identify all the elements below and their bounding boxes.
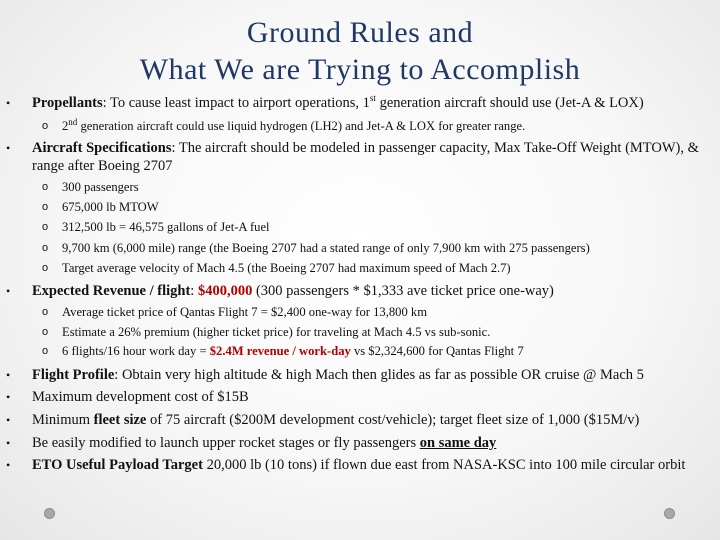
bullet-icon: •	[6, 436, 11, 450]
spec-item: o 300 passengers	[42, 180, 139, 194]
decorative-circle-left	[44, 508, 55, 519]
spec-item: o 9,700 km (6,000 mile) range (the Boeing 2707 had a stated range of only 7,900 km with 275 passengers)	[42, 241, 590, 255]
revenue-item: o Average ticket price of Qantas Flight 7 = $2,400 one-way for 13,800 km	[42, 305, 427, 319]
title-line-1: Ground Rules and	[246, 16, 474, 49]
bullet-flight-profile: • Flight Profile: Obtain very high altitude & high Mach then glides as far as possible OR cruise @ Mach 5	[6, 367, 644, 383]
flight-profile-label: Flight Profile	[32, 367, 115, 383]
sub-bullet-icon: o	[42, 201, 49, 213]
sub-bullet-icon: o	[42, 181, 49, 193]
sub-bullet-icon: o	[42, 306, 49, 318]
bullet-propellants: • Propellants: To cause least impact to airport operations, 1st generation aircraft should use (Jet-A & LOX)	[6, 93, 644, 111]
title-line-2: What We are Trying to Accomplish	[139, 53, 581, 86]
same-day-text: on same day	[419, 435, 497, 451]
sub-bullet-icon: o	[42, 262, 49, 274]
revenue-item: o Estimate a 26% premium (higher ticket price) for traveling at Mach 4.5 vs sub-sonic.	[42, 325, 491, 339]
sub-bullet-icon: o	[42, 242, 49, 254]
eto-payload-label: ETO Useful Payload Target	[32, 457, 203, 473]
spec-item: o 675,000 lb MTOW	[42, 200, 159, 214]
bullet-development-cost: • Maximum development cost of $15B	[6, 389, 249, 405]
bullet-icon: •	[6, 458, 11, 472]
revenue-amount: $400,000	[197, 283, 253, 299]
bullet-modification: • Be easily modified to launch upper rocket stages or fly passengers on same day	[6, 435, 497, 451]
sub-bullet-icon: o	[42, 221, 49, 233]
bullet-eto-payload: • ETO Useful Payload Target 20,000 lb (10 tons) if flown due east from NASA-KSC into 100 mile circular orbit	[6, 457, 686, 473]
propellants-label: Propellants	[32, 95, 103, 111]
bullet-icon: •	[6, 284, 11, 298]
bullet-icon: •	[6, 390, 11, 404]
sub-bullet-icon: o	[42, 326, 49, 338]
decorative-circle-right	[664, 508, 675, 519]
bullet-fleet-size: • Minimum fleet size of 75 aircraft ($200M development cost/vehicle); target fleet size of 1,000 ($15M/v)	[6, 412, 640, 428]
work-day-revenue: $2.4M revenue / work-day	[209, 344, 351, 358]
aircraft-spec-label: Aircraft Specifications	[32, 140, 172, 156]
sub-bullet-icon: o	[42, 345, 49, 357]
bullet-icon: •	[6, 141, 11, 155]
revenue-item: o 6 flights/16 hour work day = $2.4M revenue / work-day vs $2,324,600 for Qantas Flight 7	[42, 344, 524, 358]
bullet-icon: •	[6, 413, 11, 427]
sub-bullet-second-generation: o 2nd generation aircraft could use liquid hydrogen (LH2) and Jet-A & LOX for greater range.	[42, 116, 526, 133]
bullet-icon: •	[6, 368, 11, 382]
spec-item: o 312,500 lb = 46,575 gallons of Jet-A fuel	[42, 220, 270, 234]
fleet-size-label: fleet size	[93, 412, 147, 428]
slide-title	[0, 14, 720, 88]
revenue-label: Expected Revenue / flight	[32, 283, 191, 299]
sub-bullet-icon: o	[42, 120, 49, 132]
bullet-icon: •	[6, 96, 11, 110]
spec-item: o Target average velocity of Mach 4.5 (the Boeing 2707 had maximum speed of Mach 2.7)	[42, 261, 511, 275]
bullet-expected-revenue: • Expected Revenue / flight: $400,000 (300 passengers * $1,333 ave ticket price one-way)	[6, 283, 554, 299]
bullet-aircraft-specifications: • Aircraft Specifications: The aircraft should be modeled in passenger capacity, Max Take-Off Weight (MTOW), & range after Boeing 2707	[6, 140, 699, 174]
